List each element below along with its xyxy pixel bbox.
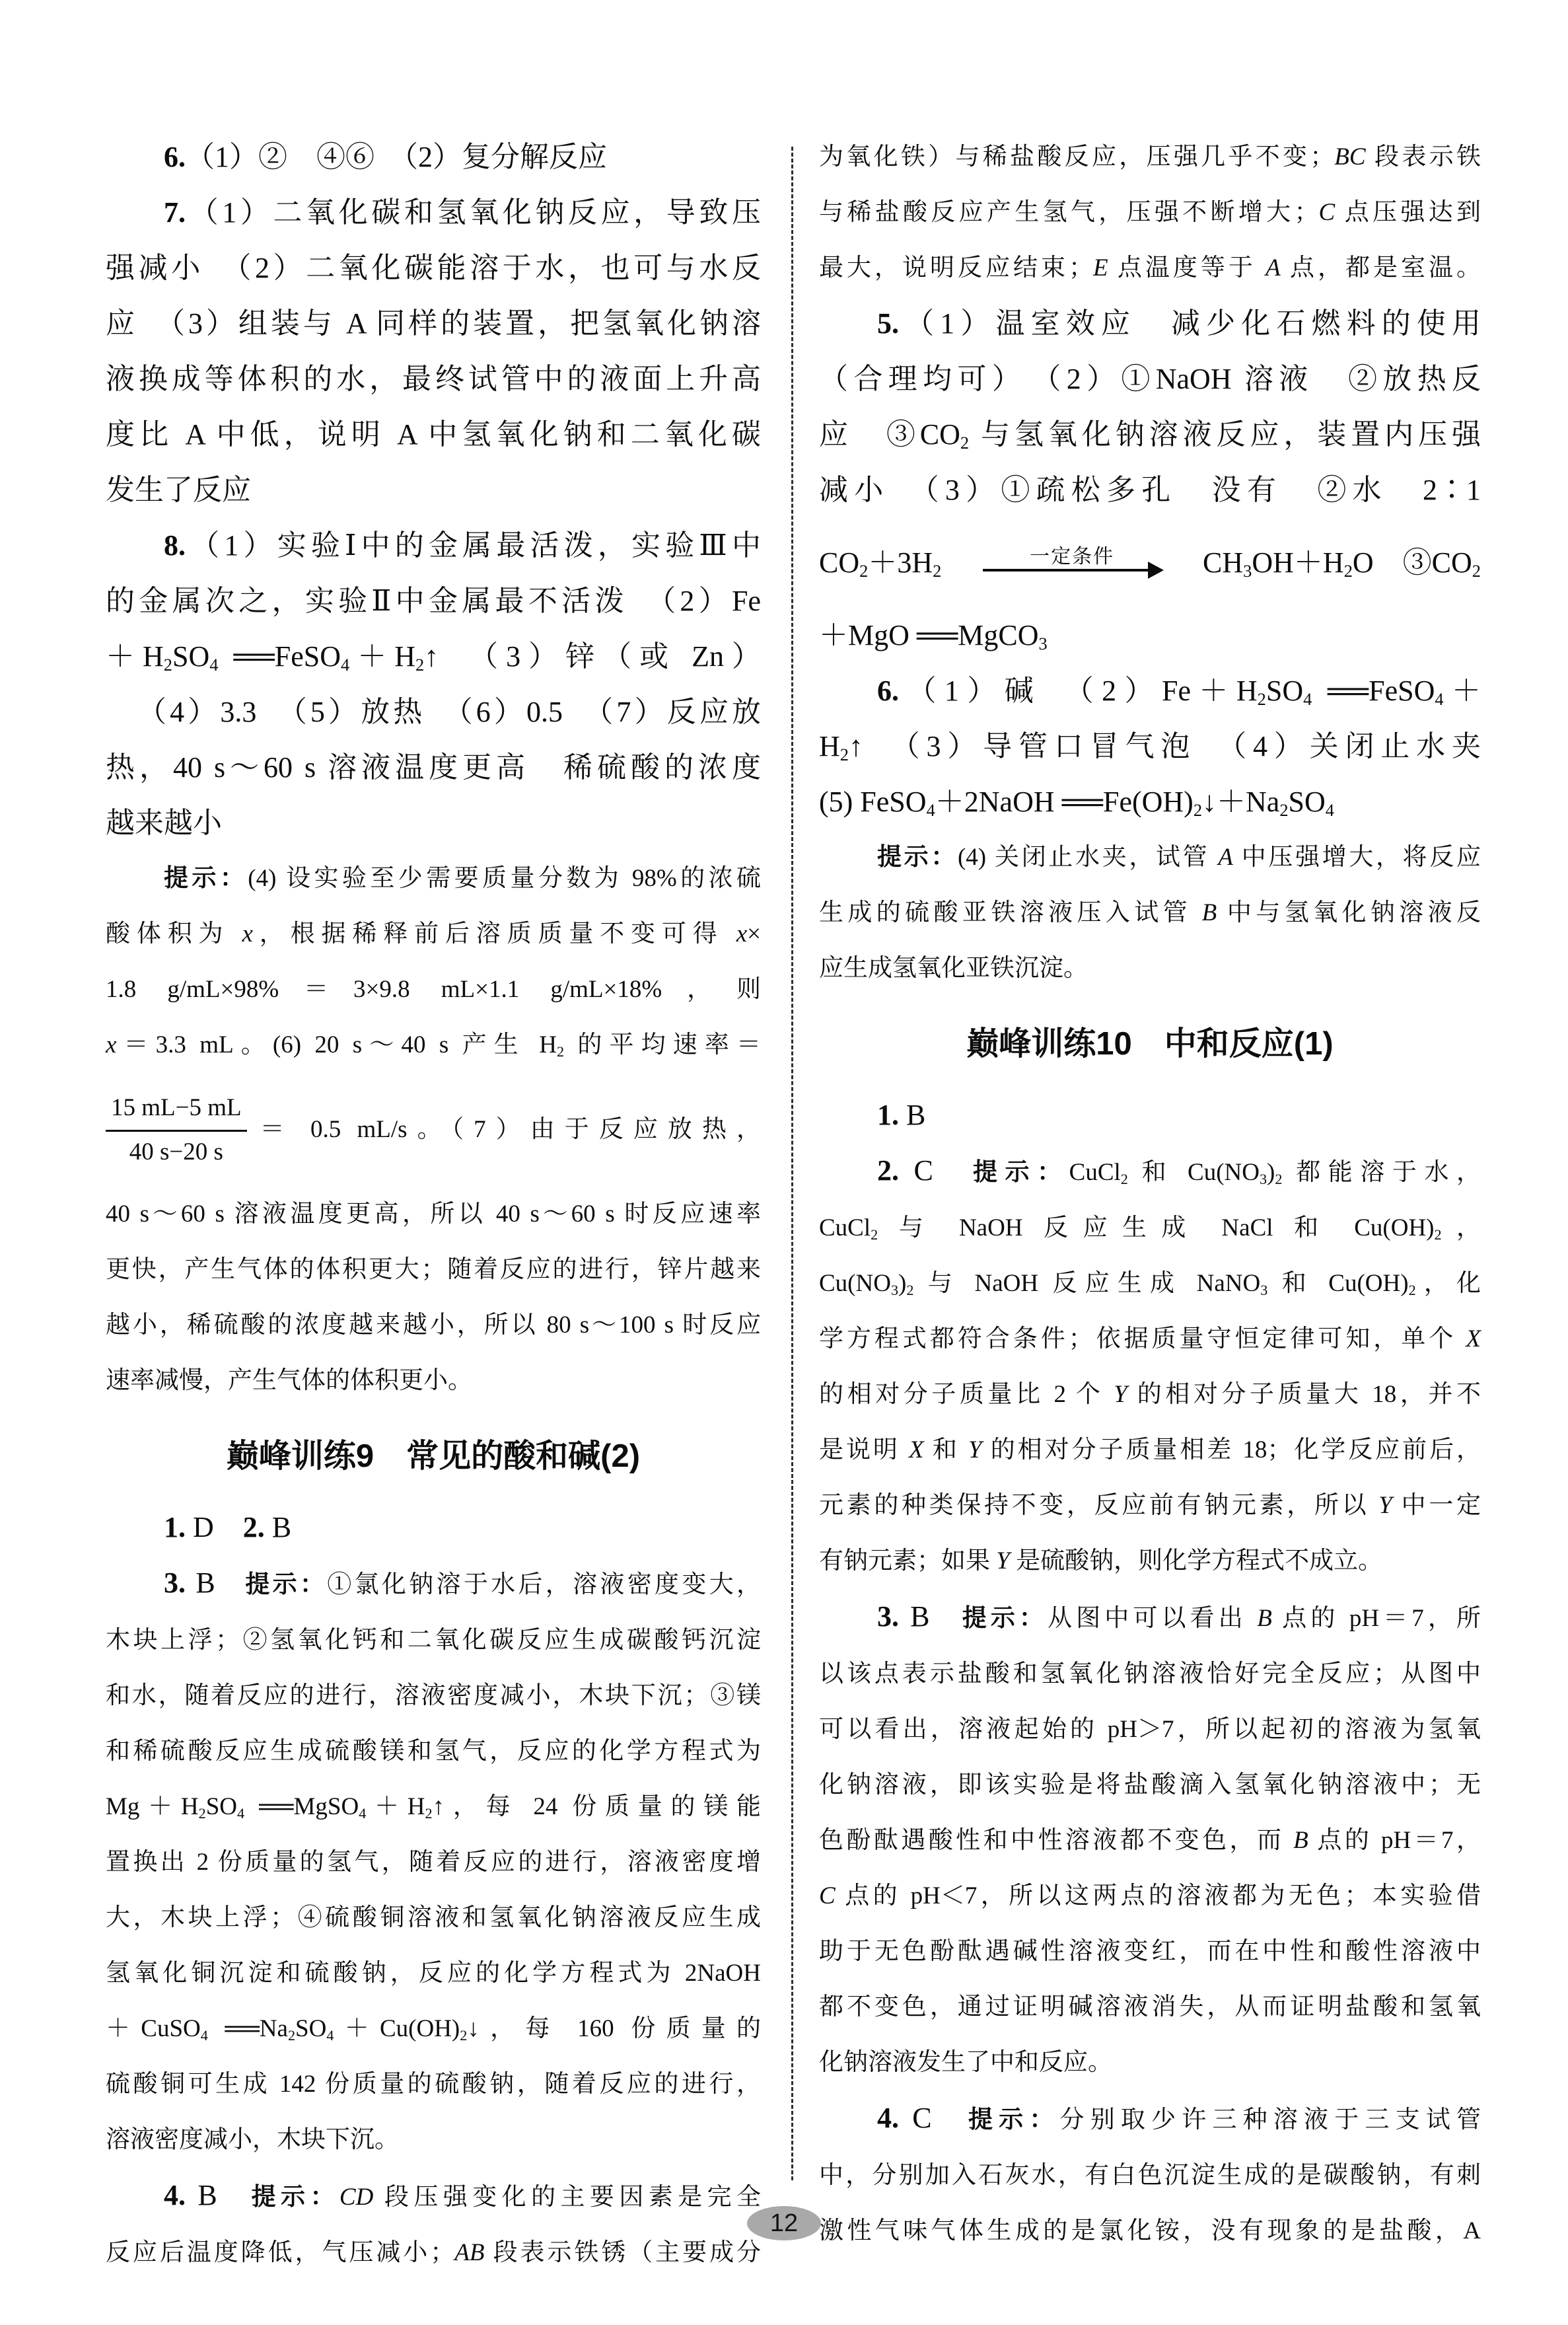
page-number-badge <box>747 2206 821 2240</box>
fraction <box>106 1088 247 1173</box>
answer-line: (5) FeSO$_4$＋2NaOH $══Fe(OH)_2↓+Na_2SO_4$ <box>819 786 1334 821</box>
answer-line: 6.（1）② ④⑥ （2）复分解反应 <box>164 141 607 173</box>
hint-line: 化钠溶液，即该实验是将盐酸滴入氢氧化钠溶液中；无 <box>819 1771 1481 1798</box>
arrow-equation <box>819 518 1481 608</box>
hint-line: 激性气味气体生成的是氯化铵，没有现象的是盐酸，A <box>819 2217 1481 2244</box>
hint-line: 助于无色酚酞遇碱性溶液变红，而在中性和酸性溶液中 <box>819 1938 1481 1965</box>
hint-line: 4. C 提示：分别取少许三种溶液于三支试管 <box>877 2102 1481 2134</box>
answer-line: 7.（1）二氧化碳和氢氧化钠反应，导致压 <box>164 196 761 229</box>
hint-line: 学方程式都符合条件；依据质量守恒定律可知，单个 X <box>819 1325 1481 1352</box>
hint-line: 有钠元素；如果 Y 是硫酸钠，则化学方程式不成立。 <box>819 1547 1383 1574</box>
hint-line: CuCl$_2$ 与 NaOH 反应生成 NaCl 和 $Cu(OH)_2$， <box>819 1214 1481 1243</box>
hint-line: 可以看出，溶液起始的 pH＞7，所以起初的溶液为氢氧 <box>819 1716 1481 1743</box>
answer-line: 越来越小 <box>106 807 222 839</box>
hint-line: 与稀盐酸反应产生氢气，压强不断增大；C 点压强达到 <box>819 199 1481 226</box>
hint-line: 2. C 提示：CuCl$_2$ 和 $Cu(NO_3)_2$ 都能溶于水， <box>877 1154 1481 1188</box>
hint-line: 提示：(4) 关闭止水夹，试管 A 中压强增大，将反应 <box>877 844 1481 871</box>
hint-line: 越小，稀硫酸的浓度越来越小，所以 80 s～100 s 时反应 <box>106 1311 761 1339</box>
hint-line: 生成的硫酸亚铁溶液压入试管 B 中与氢氧化钠溶液反 <box>819 899 1481 926</box>
hint-line: 酸体积为 x，根据稀释前后溶质质量不变可得 x× <box>106 920 762 947</box>
hint-line: 木块上浮；②氢氧化钙和二氧化碳反应生成碳酸钙沉淀 <box>106 1627 761 1654</box>
answer-line: 的金属次之，实验Ⅱ中金属最不活泼 （2）Fe <box>106 585 761 617</box>
answer-line: $+H_2SO_4$ $══FeSO_4+H_2↑$ （3）锌（或 Zn） <box>106 640 762 675</box>
hint-line: 元素的种类保持不变，反应前有钠元素，所以 Y 中一定 <box>819 1492 1481 1519</box>
hint-line: 反应后温度降低，气压减小；AB 段表示铁锈（主要成分 <box>106 2239 762 2266</box>
hint-line: 更快，产生气体的体积更大；随着反应的进行，锌片越来 <box>106 1256 761 1283</box>
answer-line: ＋MgO ══MgCO$_3$ <box>819 619 1048 654</box>
hint-line: 是说明 X 和 Y 的相对分子质量相差 18；化学反应前后， <box>819 1436 1481 1463</box>
hint-line: 速率减慢，产生气体的体积更小。 <box>106 1367 472 1394</box>
hint-line: 提示：(4) 设实验至少需要质量分数为 98%的浓硫 <box>164 865 761 892</box>
hint-line: 溶液密度减小，木块下沉。 <box>106 2126 399 2153</box>
answer-line: 应 $③CO_2$ 与氢氧化钠溶液反应，装置内压强 <box>819 418 1481 453</box>
hint-line: 都不变色，通过证明碱溶液消失，从而证明盐酸和氢氧 <box>819 1993 1481 2020</box>
section-header: 巅峰训练9 常见的酸和碱(2) <box>226 1438 641 1474</box>
hint-line: 40 s～60 s 溶液温度更高，所以 40 s～60 s 时反应速率 <box>106 1200 761 1228</box>
answer-line: 发生了反应 <box>106 474 251 506</box>
hint-line: 化钠溶液发生了中和反应。 <box>819 2049 1112 2076</box>
answer-line: （合理均可） （2）①NaOH 溶液 ②放热反 <box>819 363 1481 395</box>
page-number: 12 <box>769 2209 799 2237</box>
hint-line: 的相对分子质量比 2 个 Y 的相对分子质量大 18，并不 <box>819 1381 1481 1408</box>
hint-line: 大，木块上浮；④硫酸铜溶液和氢氧化钠溶液反应生成 <box>106 1904 761 1931</box>
right-column <box>819 129 1481 2259</box>
hint-line: 3. B 提示：从图中可以看出 B 点的 pH＝7，所 <box>877 1600 1481 1633</box>
hint-line: 以该点表示盐酸和氢氧化钠溶液恰好完全反应；从图中 <box>819 1660 1481 1687</box>
answer-line: 强减小 （2）二氧化碳能溶于水，也可与水反 <box>106 252 761 284</box>
hint-line: 硫酸铜可生成 142 份质量的硫酸钠，随着反应的进行， <box>106 2071 761 2098</box>
hint-line: 最大，说明反应结束；E 点温度等于 A 点，都是室温。 <box>819 254 1481 281</box>
hint-line: 为氧化铁）与稀盐酸反应，压强几乎不变；BC 段表示铁 <box>819 143 1481 170</box>
hint-line: 和稀硫酸反应生成硫酸镁和氢气，反应的化学方程式为 <box>106 1738 761 1765</box>
reaction-arrow <box>983 545 1161 581</box>
hint-line: ＋CuSO$_4$ $══Na_2SO_4+Cu(OH)_2↓$，每 160 份质量的 <box>106 2015 761 2044</box>
reaction-condition: 一定条件 <box>1030 546 1115 568</box>
hint-line: 1.8 g/mL×98%＝3×9.8 mL×1.1 g/mL×18%，则 <box>106 976 761 1003</box>
column-divider <box>791 147 793 2180</box>
answer-line: 减小 （3）①疏松多孔 没有 ②水 2∶1 <box>819 474 1481 506</box>
section-header: 巅峰训练10 中和反应(1) <box>966 1026 1334 1062</box>
equation-reactants: $CO_2+3H_2$ <box>819 546 942 581</box>
answer-line: 热，40 s～60 s 溶液温度更高 稀硫酸的浓度 <box>106 751 761 784</box>
hint-line: 应生成氢氧化亚铁沉淀。 <box>819 955 1088 982</box>
answer-line: （4）3.3 （5）放热 （6）0.5 （7）反应放 <box>137 696 761 728</box>
hint-line: x＝3.3 mL。(6) 20 s～40 s 产生 $H_2$ 的平均速率＝ <box>106 1031 762 1060</box>
answer-line: 液换成等体积的水，最终试管中的液面上升高 <box>106 363 761 395</box>
hint-line: 4. B 提示：CD 段压强变化的主要因素是完全 <box>164 2179 762 2211</box>
hint-line: 氢氧化铜沉淀和硫酸钠，反应的化学方程式为 2NaOH <box>106 1960 761 1987</box>
fraction-denominator: 40 s−20 s <box>129 1138 223 1165</box>
hint-line: C 点的 pH＜7，所以这两点的溶液都为无色；本实验借 <box>819 1882 1481 1909</box>
hint-line: 3. B 提示：①氯化钠溶于水后，溶液密度变大， <box>164 1567 762 1599</box>
answer-line: 6.（1）碱 $(2)Fe+H_2SO_4$ ══FeSO$_4$＋ <box>877 675 1481 710</box>
hint-line: 和水，随着反应的进行，溶液密度减小，木块下沉；③镁 <box>106 1682 761 1709</box>
answer-line: 应 （3）组装与 A 同样的装置，把氢氧化钠溶 <box>106 307 761 340</box>
fraction-numerator: 15 mL−5 mL <box>106 1088 247 1132</box>
arrow-shaft-icon <box>983 569 1161 572</box>
left-column <box>106 129 761 2281</box>
answer-line: 1. B <box>877 1099 926 1131</box>
hint-line: 中，分别加入石灰水，有白色沉淀生成的是碳酸钠，有刺 <box>819 2162 1481 2189</box>
answer-line: $H_2↑$ （3）导管口冒气泡 （4）关闭止水夹 <box>819 730 1481 765</box>
equation-products: $CH_3OH+H_2O$ $③CO_2$ <box>1203 546 1481 581</box>
answer-line: 8.（1）实验Ⅰ中的金属最活泼，实验Ⅲ中 <box>164 529 761 562</box>
hint-line: $Cu(NO_3)_2$ 与 NaOH 反应生成 NaNO$_3$ 和 $Cu(OH)_2$，化 <box>819 1270 1481 1299</box>
answer-line: 1. D 2. B <box>164 1511 292 1543</box>
hint-line: 色酚酞遇酸性和中性溶液都不变色，而 B 点的 pH＝7， <box>819 1827 1481 1854</box>
hint-line: 置换出 2 份质量的氢气，随着反应的进行，溶液密度增 <box>106 1849 761 1876</box>
fraction-equation <box>106 1073 761 1187</box>
answer-line: 度比 A 中低，说明 A 中氢氧化钠和二氧化碳 <box>106 418 761 451</box>
answer-line: 5.（1）温室效应 减少化石燃料的使用 <box>877 307 1481 340</box>
hint-line: $Mg+H_2SO_4$ $══MgSO_4+H_2↑$，每 24 份质量的镁能 <box>106 1793 761 1822</box>
fraction-rest: ＝ 0.5 mL/s。（7）由于反应放热， <box>260 1116 761 1143</box>
